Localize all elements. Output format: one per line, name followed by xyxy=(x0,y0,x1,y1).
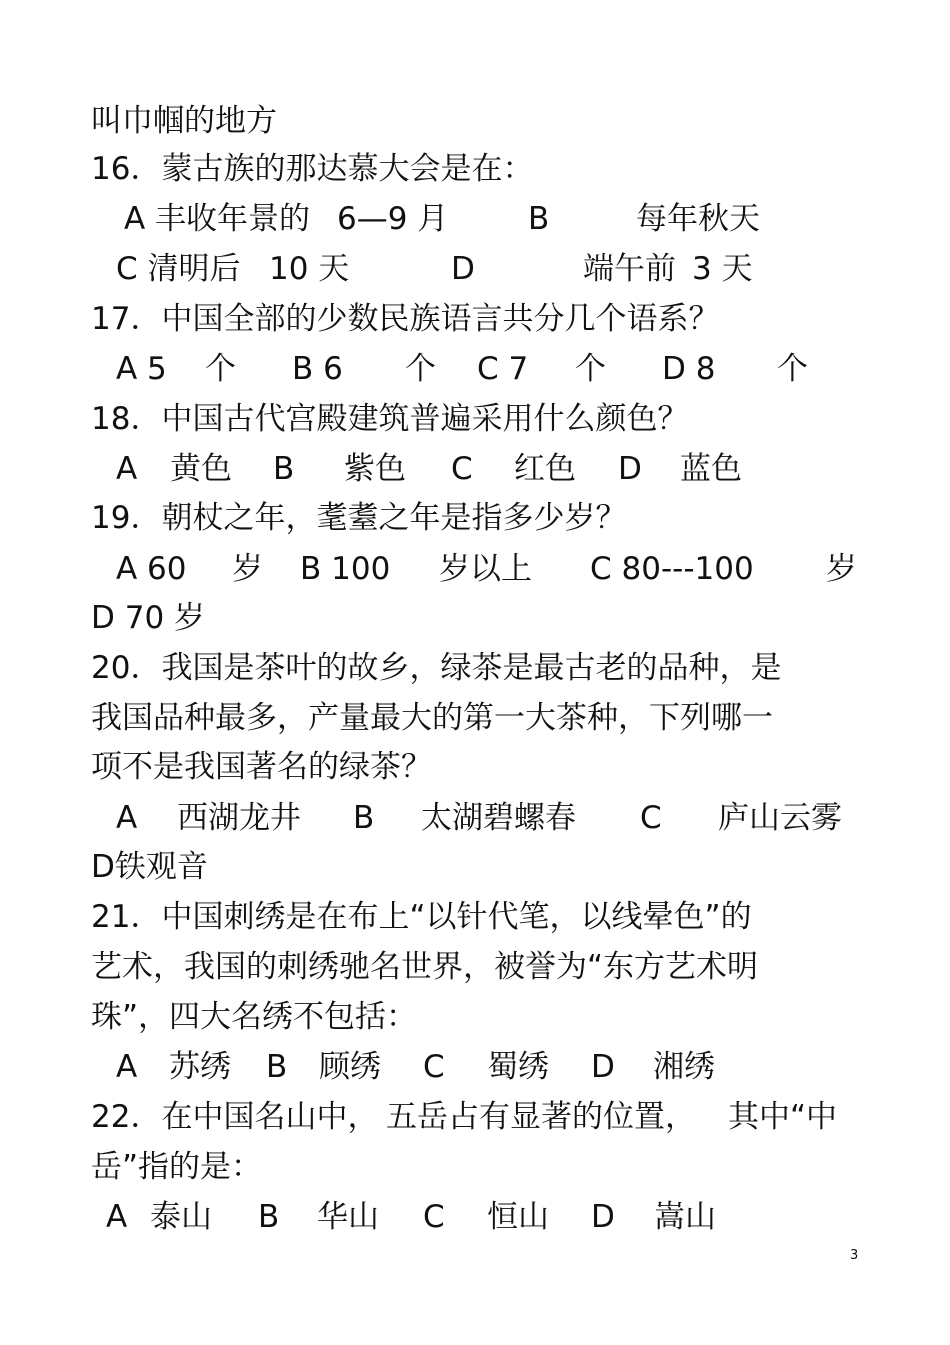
text-segment: 嵩山 xyxy=(654,1199,716,1235)
text-segment: 珠”，四大名绣不包括： xyxy=(91,999,418,1035)
text-segment: B xyxy=(258,1199,280,1235)
text-segment: A xyxy=(116,1049,138,1085)
text-segment: 蓝色 xyxy=(680,451,742,487)
text-segment: 华山 xyxy=(317,1199,379,1235)
text-segment: 3 天 xyxy=(692,251,753,287)
text-segment: 6—9 月 xyxy=(337,201,449,237)
text-segment: B 100 xyxy=(300,551,391,587)
text-segment: A 丰收年景的 xyxy=(124,201,311,237)
text-segment: 端午前 xyxy=(583,251,676,287)
text-segment: 顾绣 xyxy=(319,1049,381,1085)
text-segment: 恒山 xyxy=(487,1199,549,1235)
text-segment: 10 天 xyxy=(269,251,350,287)
text-segment: 其中“中 xyxy=(728,1099,838,1135)
text-segment: A xyxy=(106,1199,128,1235)
text-segment: 岁 xyxy=(232,551,263,587)
text-segment: 21．中国刺绣是在布上“以针代笔，以线晕色”的 xyxy=(91,899,752,935)
text-segment: 艺术，我国的刺绣驰名世界，被誉为“东方艺术明 xyxy=(91,949,759,985)
text-segment: D xyxy=(618,451,642,487)
text-segment: 项不是我国著名的绿茶？ xyxy=(91,749,432,785)
text-segment: 五岳占有显著的位置， xyxy=(386,1099,696,1135)
text-segment: D xyxy=(591,1049,615,1085)
text-segment: C 80---100 xyxy=(590,551,754,587)
text-segment: A xyxy=(116,451,138,487)
text-segment: B xyxy=(528,201,550,237)
text-segment: 18．中国古代宫殿建筑普遍采用什么颜色？ xyxy=(91,401,689,437)
text-segment: 个 xyxy=(575,351,606,387)
text-segment: C xyxy=(423,1049,445,1085)
text-segment: B xyxy=(353,800,375,836)
text-segment: 20．我国是茶叶的故乡，绿茶是最古老的品种，是 xyxy=(91,650,782,686)
text-segment: 个 xyxy=(205,351,236,387)
text-segment: C xyxy=(423,1199,445,1235)
text-segment: 个 xyxy=(405,351,436,387)
text-segment: 22．在中国名山中， xyxy=(91,1099,379,1135)
text-segment: B xyxy=(273,451,295,487)
text-segment: 岁 xyxy=(826,551,857,587)
text-segment: 黄色 xyxy=(170,451,232,487)
text-segment: 泰山 xyxy=(150,1199,212,1235)
text-segment: C 7 xyxy=(477,351,529,387)
text-segment: D xyxy=(451,251,475,287)
text-segment: D xyxy=(591,1199,615,1235)
text-segment: D铁观音 xyxy=(91,849,208,885)
text-segment: C xyxy=(451,451,473,487)
text-segment: 蜀绣 xyxy=(487,1049,549,1085)
text-segment: A xyxy=(116,800,138,836)
text-segment: A 60 xyxy=(116,551,187,587)
text-segment: 苏绣 xyxy=(169,1049,231,1085)
text-segment: 19．朝杖之年，耄耋之年是指多少岁？ xyxy=(91,500,627,536)
text-segment: 紫色 xyxy=(344,451,406,487)
text-segment: D 8 xyxy=(662,351,716,387)
text-segment: C xyxy=(640,800,662,836)
text-segment: 我国品种最多，产量最大的第一大茶种，下列哪一 xyxy=(91,700,773,736)
text-segment: 16．蒙古族的那达慕大会是在： xyxy=(91,151,534,187)
text-segment: 岁以上 xyxy=(439,551,532,587)
text-segment: 个 xyxy=(777,351,808,387)
text-segment: 太湖碧螺春 xyxy=(421,800,576,836)
text-segment: B 6 xyxy=(292,351,343,387)
text-segment: 岳”指的是： xyxy=(91,1149,263,1185)
text-segment: 湘绣 xyxy=(653,1049,715,1085)
text-segment: 17．中国全部的少数民族语言共分几个语系？ xyxy=(91,301,720,337)
text-segment: D 70 岁 xyxy=(91,600,206,636)
text-segment: B xyxy=(266,1049,288,1085)
text-segment: 西湖龙井 xyxy=(177,800,301,836)
text-segment: A 5 xyxy=(116,351,167,387)
page-number: 3 xyxy=(850,1248,859,1263)
text-segment: 每年秋天 xyxy=(636,201,760,237)
text-segment: C 清明后 xyxy=(116,251,241,287)
text-segment: 叫巾帼的地方 xyxy=(91,103,277,139)
text-segment: 庐山云雾 xyxy=(718,800,842,836)
text-segment: 红色 xyxy=(514,451,576,487)
